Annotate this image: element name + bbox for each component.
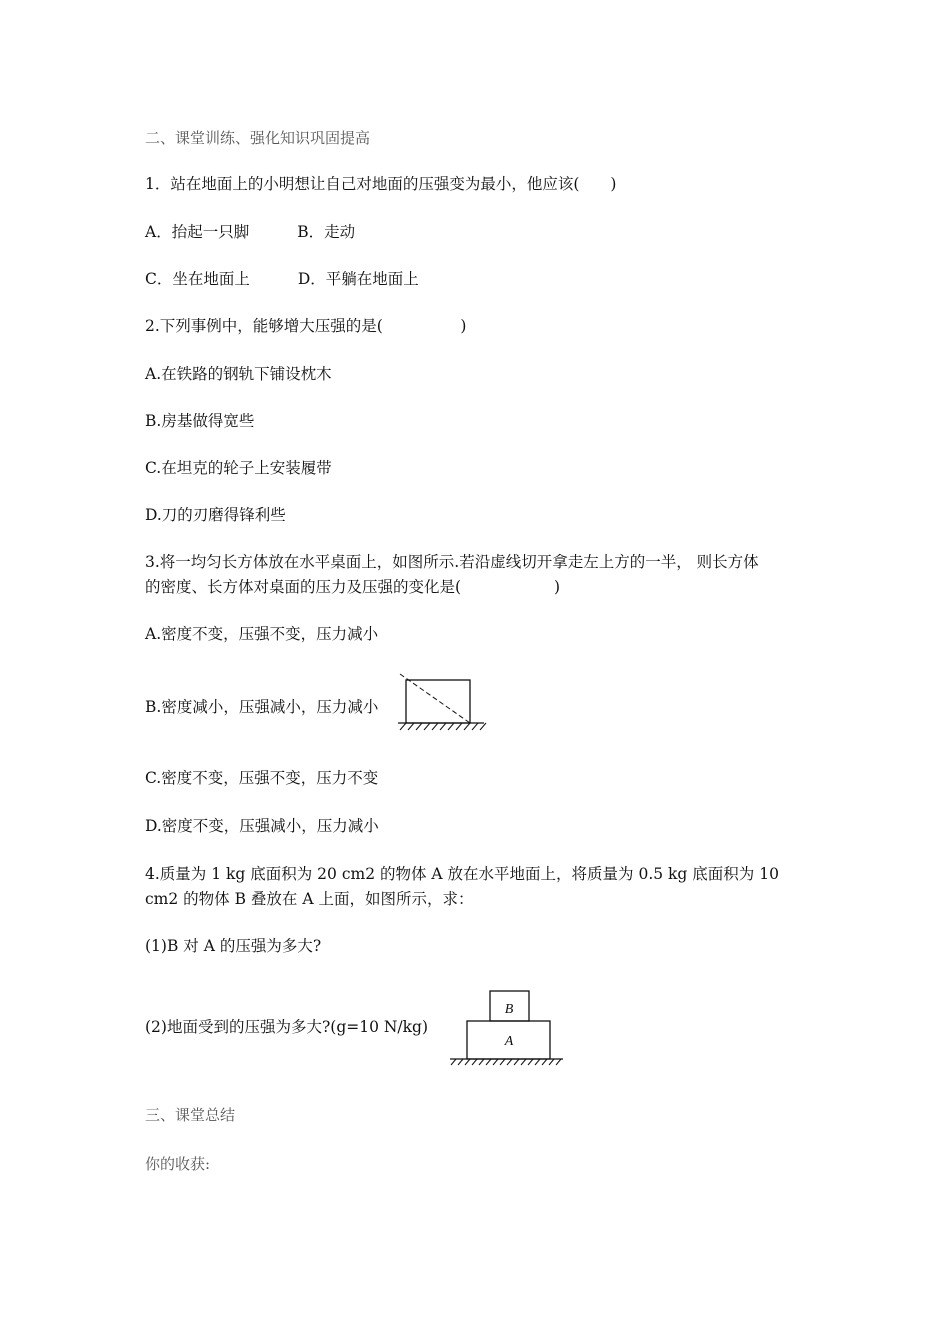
ground-hatching [451,1059,561,1065]
question-2-option-d: D.刀的刃磨得锋利些 [145,506,286,524]
question-3-option-c: C.密度不变，压强不变，压力不变 [145,769,379,787]
section-three-heading: 三、课堂总结 [145,1106,236,1124]
cut-dashed-line [400,674,470,723]
question-3-option-b: B.密度减小，压强减小，压力减小 [145,698,379,716]
question-2-option-a: A.在铁路的钢轨下铺设枕木 [145,365,332,383]
question-4-figure-stacked-blocks [446,988,566,1068]
question-1-option-d: D．平躺在地面上 [297,270,419,288]
summary-prompt: 你的收获: [145,1155,211,1173]
question-3-stem-line-1: 3.将一均匀长方体放在水平桌面上，如图所示.若沿虚线切开拿走左上方的一半， 则长方体 [145,553,759,571]
table-hatching [400,723,486,730]
question-1-option-c: C．坐在地面上 [145,270,250,288]
question-1-options-row-1 [145,220,355,244]
block-b-label: B [504,1002,514,1017]
question-4-stem-line-1: 4.质量为 1 kg 底面积为 20 cm2 的物体 A 放在水平地面上，将质量为 0.5 kg 底面积为 10 [145,865,779,883]
question-3-figure-cuboid [398,672,490,734]
question-1-option-b: B．走动 [297,223,356,241]
section-two-heading: 二、课堂训练、强化知识巩固提高 [145,129,371,147]
question-3-stem-line-2: 的密度、长方体对桌面的压力及压强的变化是( ) [145,578,561,596]
question-4-part-2: (2)地面受到的压强为多大?(g=10 N/kg) [145,1018,429,1036]
question-4-stem-line-2: cm2 的物体 B 叠放在 A 上面，如图所示，求： [145,890,474,908]
question-1-option-a: A．抬起一只脚 [145,223,250,241]
question-1-options-row-2 [145,267,419,291]
question-2-option-b: B.房基做得宽些 [145,412,255,430]
question-4-part-1: (1)B 对 A 的压强为多大? [145,937,322,955]
question-2-stem: 2.下列事例中，能够增大压强的是( ) [145,317,467,335]
question-3-option-d: D.密度不变，压强减小，压力减小 [145,817,379,835]
question-2-option-c: C.在坦克的轮子上安装履带 [145,459,332,477]
question-1-stem: 1．站在地面上的小明想让自己对地面的压强变为最小，他应该( ) [145,175,617,193]
block-a-label: A [504,1034,514,1049]
question-3-option-a: A.密度不变，压强不变，压力减小 [145,625,379,643]
